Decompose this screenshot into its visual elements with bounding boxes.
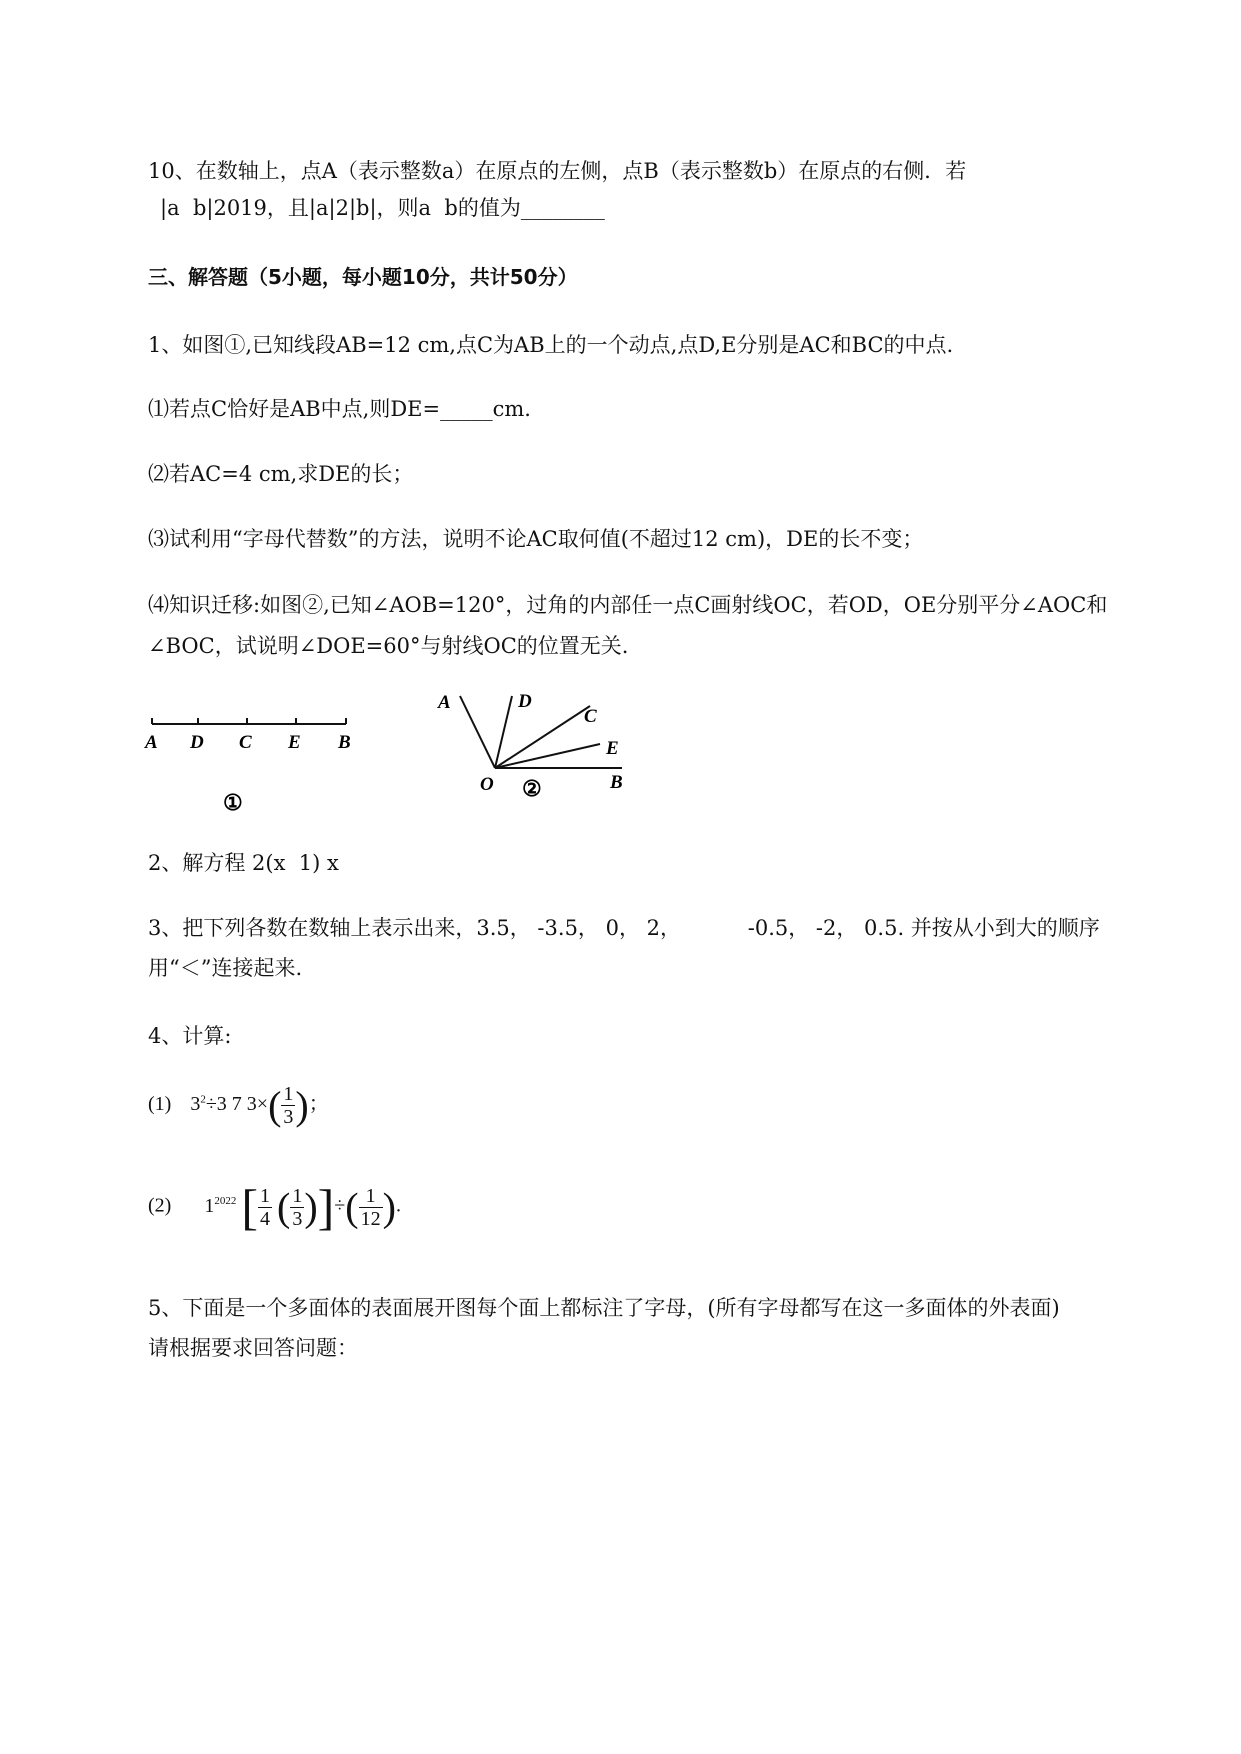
- section-heading: 三、解答题（5小题，每小题10分，共计50分）: [148, 265, 578, 289]
- fig1-caption: ①: [223, 790, 243, 815]
- fig1-label-d: D: [190, 732, 204, 753]
- fig2-label-e: E: [606, 738, 619, 759]
- p5-line2: 请根据要求回答问题：: [148, 1336, 358, 1360]
- calc-2-base: 1: [204, 1194, 215, 1217]
- fig2-label-d: D: [518, 691, 532, 712]
- fig1-label-a: A: [145, 732, 158, 753]
- p2-equation: 2、解方程 2(x 1) x: [148, 851, 339, 875]
- p4-intro: 4、计算:: [148, 1024, 232, 1048]
- calc-2-frac1: $\frac{1}{4}$: [259, 1184, 270, 1230]
- calc-1-expr: ÷3 7 3×: [205, 1093, 269, 1116]
- figure-segment: [140, 710, 380, 820]
- calc-1-frac: $\frac{1}{3}$: [283, 1083, 294, 1128]
- p1-sub4-line2: ∠BOC，试说明∠DOE=60°与射线OC的位置无关.: [148, 634, 629, 658]
- p1-intro: 1、如图①,已知线段AB=12 cm,点C为AB上的一个动点,点D,E分别是AC和BC的中点.: [148, 333, 954, 357]
- fig1-label-b: B: [338, 732, 351, 753]
- calc-2-frac3: $\frac{1}{12}$: [360, 1184, 381, 1230]
- calc-1: (1) $3^2\div 3$ 7 3×( $\frac{1}{3}$ )；: [148, 1083, 329, 1128]
- fig2-label-a: A: [438, 692, 451, 713]
- fig1-label-e: E: [288, 732, 301, 753]
- fig2-label-b: B: [610, 772, 623, 793]
- calc-2-div: ÷: [334, 1194, 346, 1217]
- p3-line2: 用“＜”连接起来.: [148, 956, 303, 980]
- p5-line1: 5、下面是一个多面体的表面展开图每个面上都标注了字母，(所有字母都写在这一多面体的外表面): [148, 1296, 1060, 1320]
- p1-sub4-line1: ⑷知识迁移:如图②,已知∠AOB=120°，过角的内部任一点C画射线OC，若OD，OE分别平分∠AOC和: [148, 593, 1108, 617]
- p1-sub2: ⑵若AC=4 cm,求DE的长；: [148, 462, 414, 486]
- p1-sub1: ⑴若点C恰好是AB中点,则DE=_____cm.: [148, 397, 531, 421]
- calc-2: (2) $1^{2022}$ [ $\frac{1}{4}$ ( $\frac{1}{3}$ )]÷( $\frac{1}{12}$ ).: [148, 1179, 401, 1235]
- figure-angle: [430, 686, 640, 816]
- calc-1-end: ；: [308, 1093, 329, 1116]
- calc-2-exp: 2022: [214, 1194, 237, 1207]
- q10-line2: |a b|2019，且|a|2|b|，则a b的值为________: [160, 196, 605, 220]
- calc-1-label: (1): [148, 1093, 172, 1116]
- calc-1-base: 3: [190, 1093, 201, 1116]
- fig2-label-o: O: [480, 774, 494, 795]
- calc-1-exp: 2: [200, 1093, 206, 1106]
- q10-line1: 10、在数轴上，点A（表示整数a）在原点的左侧，点B（表示整数b）在原点的右侧．若: [148, 159, 967, 183]
- p1-sub3: ⑶试利用“字母代替数”的方法，说明不论AC取何值(不超过12 cm)，DE的长不变；: [148, 527, 924, 551]
- calc-2-frac2: $\frac{1}{3}$: [292, 1184, 303, 1230]
- fig2-caption: ②: [522, 776, 542, 801]
- fig2-label-c: C: [584, 706, 597, 727]
- fig1-label-c: C: [239, 732, 252, 753]
- calc-2-end: .: [395, 1194, 401, 1217]
- calc-2-label: (2): [148, 1194, 172, 1217]
- p3-line1: 3、把下列各数在数轴上表示出来，3.5， -3.5， 0， 2， -0.5， -2， 0.5. 并按从小到大的顺序: [148, 916, 1100, 940]
